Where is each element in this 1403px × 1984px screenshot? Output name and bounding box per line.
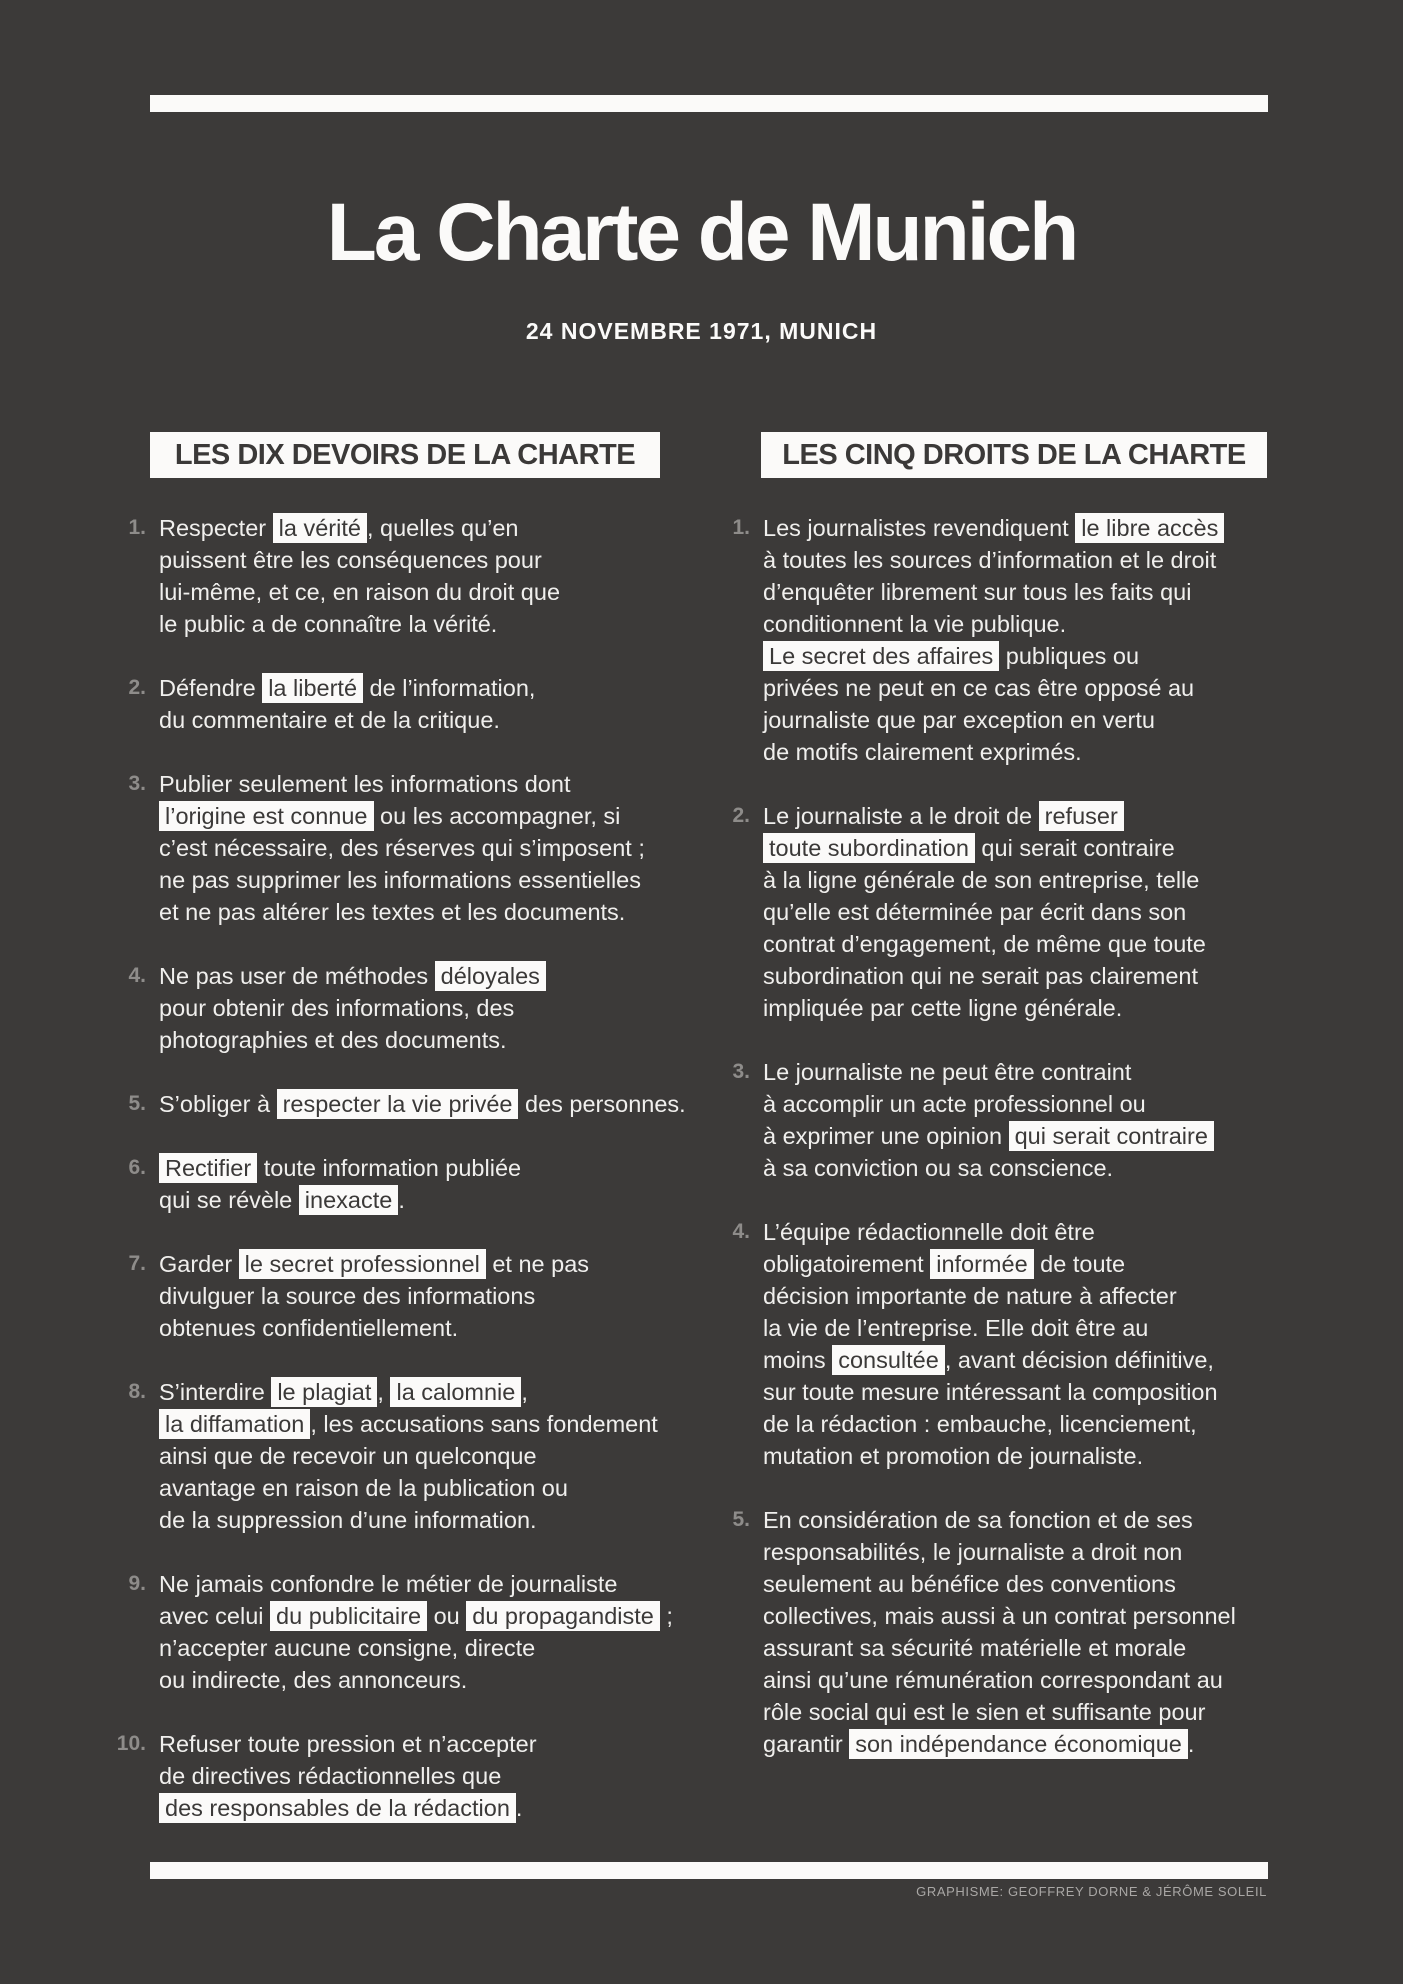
item-line xyxy=(763,928,1206,960)
item-line xyxy=(763,1600,1236,1632)
text-segment: ne pas supprimer les informations essentielles xyxy=(159,867,641,893)
highlighted-phrase: déloyales xyxy=(435,961,546,991)
item-line xyxy=(159,896,645,928)
item-line xyxy=(159,1280,589,1312)
text-segment: Ne pas user de méthodes xyxy=(159,963,435,989)
item-line xyxy=(159,672,535,704)
item-line xyxy=(159,1632,673,1664)
item-text xyxy=(159,1728,537,1824)
text-segment: responsabilités, le journaliste a droit non xyxy=(763,1539,1183,1565)
item-number: 6. xyxy=(128,1156,146,1179)
item-text xyxy=(159,512,560,640)
item-line xyxy=(159,832,645,864)
text-segment: de l’information, xyxy=(363,675,536,701)
item-line xyxy=(159,1024,546,1056)
list-item xyxy=(108,1376,708,1536)
item-line xyxy=(159,800,645,832)
text-segment: c’est nécessaire, des réserves qui s’imposent ; xyxy=(159,835,645,861)
text-segment: publiques ou xyxy=(999,643,1140,669)
text-segment: avantage en raison de la publication ou xyxy=(159,1475,568,1501)
item-line xyxy=(763,1664,1236,1696)
text-segment: Refuser toute pression et n’accepter xyxy=(159,1731,537,1757)
highlighted-phrase: le secret professionnel xyxy=(239,1249,486,1279)
item-line xyxy=(159,1504,658,1536)
text-segment: Ne jamais confondre le métier de journaliste xyxy=(159,1571,618,1597)
text-segment: de motifs clairement exprimés. xyxy=(763,739,1082,765)
item-number: 3. xyxy=(128,772,146,795)
item-line xyxy=(159,992,546,1024)
text-segment: décision importante de nature à affecter xyxy=(763,1283,1177,1309)
list-item xyxy=(108,1568,708,1696)
item-line xyxy=(763,1728,1236,1760)
text-segment: ; xyxy=(659,1603,673,1629)
item-line xyxy=(159,1472,658,1504)
item-text xyxy=(763,1504,1236,1760)
highlighted-phrase: inexacte xyxy=(299,1185,399,1215)
rights-list xyxy=(712,512,1312,1760)
duties-column xyxy=(108,432,708,1856)
item-number: 3. xyxy=(732,1060,750,1083)
item-text xyxy=(159,1568,673,1696)
item-number: 9. xyxy=(128,1572,146,1595)
text-segment: ou les accompagner, si xyxy=(373,803,621,829)
highlighted-phrase: la diffamation xyxy=(159,1409,310,1439)
item-line xyxy=(159,1760,537,1792)
item-line xyxy=(763,960,1206,992)
item-line xyxy=(763,1248,1218,1280)
item-line xyxy=(763,864,1206,896)
text-segment: , quelles qu’en xyxy=(366,515,519,541)
text-segment: Respecter xyxy=(159,515,273,541)
item-line xyxy=(763,1408,1218,1440)
item-line xyxy=(763,672,1224,704)
text-segment: , les accusations sans fondement xyxy=(310,1411,658,1437)
item-number: 10. xyxy=(116,1732,146,1755)
item-text xyxy=(159,1152,521,1216)
highlighted-phrase: Le secret des affaires xyxy=(763,641,999,671)
item-line xyxy=(763,1088,1214,1120)
text-segment: . xyxy=(1187,1731,1195,1757)
top-divider-bar xyxy=(150,95,1268,112)
highlighted-phrase: du propagandiste xyxy=(466,1601,660,1631)
text-segment: mutation et promotion de journaliste. xyxy=(763,1443,1144,1469)
item-line xyxy=(763,576,1224,608)
list-item xyxy=(712,512,1312,768)
item-line xyxy=(763,800,1206,832)
item-number: 1. xyxy=(128,516,146,539)
item-number: 2. xyxy=(732,804,750,827)
item-line xyxy=(159,1600,673,1632)
item-line xyxy=(763,704,1224,736)
item-line xyxy=(763,1632,1236,1664)
text-segment: Garder xyxy=(159,1251,239,1277)
item-line xyxy=(763,1344,1218,1376)
item-number: 8. xyxy=(128,1380,146,1403)
rights-header-label: LES CINQ DROITS DE LA CHARTE xyxy=(782,438,1246,471)
list-item xyxy=(108,960,708,1056)
text-segment: de directives rédactionnelles que xyxy=(159,1763,502,1789)
item-line xyxy=(159,1248,589,1280)
list-item xyxy=(712,1504,1312,1760)
credit-line: GRAPHISME: GEOFFREY DORNE & JÉRÔME SOLEIL xyxy=(916,1884,1267,1899)
item-line xyxy=(159,608,560,640)
list-item xyxy=(712,1216,1312,1472)
item-line xyxy=(763,1696,1236,1728)
item-line xyxy=(763,640,1224,672)
text-segment: ou xyxy=(427,1603,467,1629)
text-segment: , avant décision définitive, xyxy=(944,1347,1214,1373)
text-segment: n’accepter aucune consigne, directe xyxy=(159,1635,536,1661)
text-segment: qu’elle est déterminée par écrit dans son xyxy=(763,899,1187,925)
list-item xyxy=(108,1728,708,1824)
text-segment: Le journaliste ne peut être contraint xyxy=(763,1059,1132,1085)
list-item xyxy=(108,1248,708,1344)
highlighted-phrase: toute subordination xyxy=(763,833,975,863)
item-text xyxy=(159,768,645,928)
text-segment: de la rédaction : embauche, licenciement, xyxy=(763,1411,1197,1437)
list-item xyxy=(108,1088,708,1120)
rights-header xyxy=(761,432,1267,478)
text-segment: à la ligne générale de son entreprise, telle xyxy=(763,867,1200,893)
item-line xyxy=(159,768,645,800)
text-segment: lui-même, et ce, en raison du droit que xyxy=(159,579,561,605)
highlighted-phrase: du publicitaire xyxy=(270,1601,427,1631)
item-number: 2. xyxy=(128,676,146,699)
item-line xyxy=(763,1536,1236,1568)
item-line xyxy=(159,1440,658,1472)
text-segment: toute information publiée xyxy=(257,1155,522,1181)
text-segment: à accomplir un acte professionnel ou xyxy=(763,1091,1146,1117)
item-number: 4. xyxy=(732,1220,750,1243)
text-segment: . xyxy=(398,1187,405,1213)
item-number: 5. xyxy=(128,1092,146,1115)
item-line xyxy=(159,1664,673,1696)
item-line xyxy=(159,576,560,608)
text-segment: En considération de sa fonction et de ses xyxy=(763,1507,1193,1533)
item-text xyxy=(159,960,546,1056)
text-segment: à exprimer une opinion xyxy=(763,1123,1009,1149)
text-segment: pour obtenir des informations, des xyxy=(159,995,515,1021)
text-segment: , xyxy=(377,1379,391,1405)
list-item xyxy=(108,1152,708,1216)
highlighted-phrase: l’origine est connue xyxy=(159,801,374,831)
item-line xyxy=(159,704,535,736)
rights-column xyxy=(712,432,1312,1792)
text-segment: du commentaire et de la critique. xyxy=(159,707,500,733)
item-number: 4. xyxy=(128,964,146,987)
item-line xyxy=(159,1408,658,1440)
item-line xyxy=(763,1056,1214,1088)
text-segment: et ne pas xyxy=(485,1251,590,1277)
item-line xyxy=(763,1120,1214,1152)
highlighted-phrase: qui serait contraire xyxy=(1009,1121,1214,1151)
text-segment: Publier seulement les informations dont xyxy=(159,771,571,797)
item-line xyxy=(763,896,1206,928)
text-segment: rôle social qui est le sien et suffisante pour xyxy=(763,1699,1206,1725)
text-segment: Le journaliste a le droit de xyxy=(763,803,1039,829)
item-line xyxy=(763,736,1224,768)
text-segment: photographies et des documents. xyxy=(159,1027,507,1053)
text-segment: et ne pas altérer les textes et les documents. xyxy=(159,899,626,925)
item-line xyxy=(159,544,560,576)
highlighted-phrase: son indépendance économique xyxy=(849,1729,1188,1759)
poster-subtitle: 24 NOVEMBRE 1971, MUNICH xyxy=(525,318,878,344)
text-segment: la vie de l’entreprise. Elle doit être au xyxy=(763,1315,1149,1341)
text-segment: obligatoirement xyxy=(763,1251,931,1277)
text-segment: collectives, mais aussi à un contrat personnel xyxy=(763,1603,1236,1629)
text-segment: privées ne peut en ce cas être opposé au xyxy=(763,675,1195,701)
text-segment: le public a de connaître la vérité. xyxy=(159,611,498,637)
item-line xyxy=(159,1792,537,1824)
item-line xyxy=(763,832,1206,864)
text-segment: sur toute mesure intéressant la composition xyxy=(763,1379,1218,1405)
text-segment: Défendre xyxy=(159,675,263,701)
item-line xyxy=(763,1376,1218,1408)
text-segment: journaliste que par exception en vertu xyxy=(763,707,1155,733)
text-segment: ainsi que de recevoir un quelconque xyxy=(159,1443,537,1469)
text-segment: S’interdire xyxy=(159,1379,272,1405)
text-segment: puissent être les conséquences pour xyxy=(159,547,542,573)
item-text xyxy=(763,1056,1214,1184)
item-line xyxy=(159,1088,686,1120)
list-item xyxy=(108,512,708,640)
item-line xyxy=(763,1568,1236,1600)
highlighted-phrase: la vérité xyxy=(273,513,367,543)
item-line xyxy=(763,1312,1218,1344)
item-text xyxy=(763,1216,1218,1472)
text-segment: avec celui xyxy=(159,1603,271,1629)
text-segment: S’obliger à xyxy=(159,1091,277,1117)
text-segment: seulement au bénéfice des conventions xyxy=(763,1571,1176,1597)
item-line xyxy=(159,1568,673,1600)
highlighted-phrase: refuser xyxy=(1039,801,1124,831)
text-segment: qui se révèle xyxy=(159,1187,299,1213)
item-line xyxy=(159,1728,537,1760)
bottom-divider-bar xyxy=(150,1862,1268,1879)
item-text xyxy=(159,1248,589,1344)
item-text xyxy=(159,672,535,736)
item-number: 7. xyxy=(128,1252,146,1275)
text-segment: de la suppression d’une information. xyxy=(159,1507,537,1533)
highlighted-phrase: la calomnie xyxy=(390,1377,521,1407)
text-segment: L’équipe rédactionnelle doit être xyxy=(763,1219,1095,1245)
text-segment: d’enquêter librement sur tous les faits qui xyxy=(763,579,1192,605)
text-segment: subordination qui ne serait pas clairement xyxy=(763,963,1199,989)
item-line xyxy=(763,512,1224,544)
text-segment: ainsi qu’une rémunération correspondant au xyxy=(763,1667,1223,1693)
text-segment: de toute xyxy=(1033,1251,1126,1277)
item-text xyxy=(763,512,1224,768)
list-item xyxy=(108,768,708,928)
text-segment: obtenues confidentiellement. xyxy=(159,1315,459,1341)
list-item xyxy=(712,1056,1312,1184)
text-segment: . xyxy=(515,1795,523,1821)
item-line xyxy=(763,1504,1236,1536)
text-segment: impliquée par cette ligne générale. xyxy=(763,995,1123,1021)
item-line xyxy=(159,1152,521,1184)
text-segment: garantir xyxy=(763,1731,850,1757)
highlighted-phrase: le plagiat xyxy=(271,1377,377,1407)
item-line xyxy=(763,1216,1218,1248)
item-line xyxy=(159,864,645,896)
highlighted-phrase: consultée xyxy=(832,1345,945,1375)
list-item xyxy=(108,672,708,736)
item-number: 1. xyxy=(732,516,750,539)
text-segment: assurant sa sécurité matérielle et morale xyxy=(763,1635,1187,1661)
highlighted-phrase: respecter la vie privée xyxy=(277,1089,519,1119)
text-segment: des personnes. xyxy=(518,1091,686,1117)
item-line xyxy=(159,1184,521,1216)
text-segment: moins xyxy=(763,1347,833,1373)
item-line xyxy=(763,1440,1218,1472)
item-line xyxy=(159,512,560,544)
item-line xyxy=(763,992,1206,1024)
item-line xyxy=(763,544,1224,576)
item-line xyxy=(763,1152,1214,1184)
item-line xyxy=(159,1312,589,1344)
item-line xyxy=(159,1376,658,1408)
highlighted-phrase: Rectifier xyxy=(159,1153,257,1183)
text-segment: , xyxy=(521,1379,528,1405)
item-line xyxy=(159,960,546,992)
item-text xyxy=(763,800,1206,1024)
item-line xyxy=(763,1280,1218,1312)
item-text xyxy=(159,1088,686,1120)
highlighted-phrase: le libre accès xyxy=(1075,513,1224,543)
poster-title: La Charte de Munich xyxy=(326,187,1077,278)
text-segment: à toutes les sources d’information et le droit xyxy=(763,547,1217,573)
text-segment: divulguer la source des informations xyxy=(159,1283,536,1309)
text-segment: conditionnent la vie publique. xyxy=(763,611,1067,637)
duties-list xyxy=(108,512,708,1824)
duties-header-label: LES DIX DEVOIRS DE LA CHARTE xyxy=(174,438,636,471)
highlighted-phrase: informée xyxy=(930,1249,1033,1279)
highlighted-phrase: la liberté xyxy=(262,673,363,703)
text-segment: qui serait contraire xyxy=(974,835,1175,861)
text-segment: ou indirecte, des annonceurs. xyxy=(159,1667,468,1693)
text-segment: contrat d’engagement, de même que toute xyxy=(763,931,1206,957)
highlighted-phrase: des responsables de la rédaction xyxy=(159,1793,516,1823)
duties-header xyxy=(150,432,660,478)
item-text xyxy=(159,1376,658,1536)
text-segment: à sa conviction ou sa conscience. xyxy=(763,1155,1114,1181)
item-line xyxy=(763,608,1224,640)
list-item xyxy=(712,800,1312,1024)
item-number: 5. xyxy=(732,1508,750,1531)
text-segment: Les journalistes revendiquent xyxy=(763,515,1076,541)
